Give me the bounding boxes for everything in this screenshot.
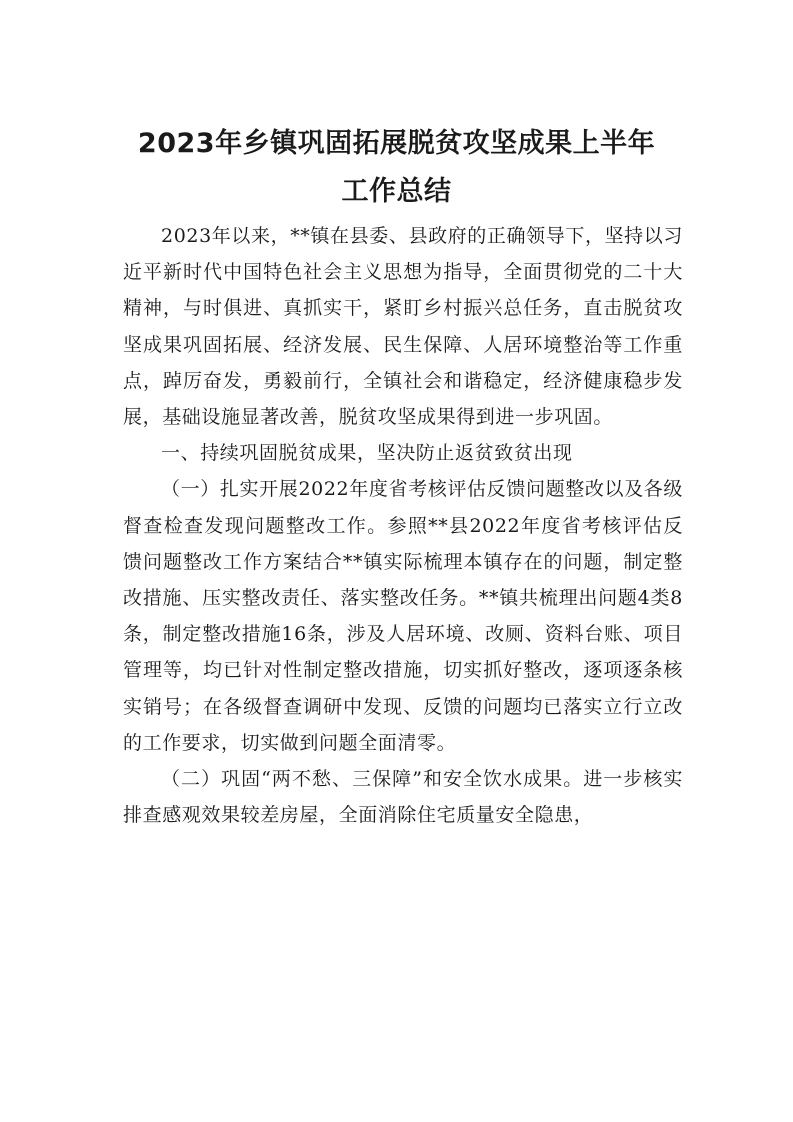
subsection-paragraph-2: （二）巩固“两不愁、三保障”和安全饮水成果。进一步核实排查感观效果较差房屋，全面消除住宅质量安全隐患， [123, 768, 683, 827]
subsection-paragraph-1: （一）扎实开展2022年度省考核评估反馈问题整改以及各级督查检查发现问题整改工作。参照**县2022年度省考核评估反馈问题整改工作方案结合**镇实际梳理本镇存在的问题，制定整改措施、压实整改责任、落实整改任务。**镇共梳理出问题4类8条，制定整改措施16条，涉及人居环境、改厕、资料台账、项目管理等，均已针对性制定整改措施，切实抓好整改，逐项逐条核实销号；在各级督查调研中发现、反馈的问题均已落实立行立改的工作要求，切实做到问题全面清零。 [123, 478, 683, 754]
document-body [123, 218, 683, 833]
document-title-line-1: 2023年乡镇巩固拓展脱贫攻坚成果上半年 [137, 128, 656, 159]
intro-paragraph: 2023年以来，**镇在县委、县政府的正确领导下，坚持以习近平新时代中国特色社会主义思想为指导，全面贯彻党的二十大精神，与时俱进、真抓实干，紧盯乡村振兴总任务，直击脱贫攻坚成果巩固拓展、经济发展、民生保障、人居环境整治等工作重点，踔厉奋发，勇毅前行，全镇社会和谐稳定，经济健康稳步发展，基础设施显著改善，脱贫攻坚成果得到进一步巩固。 [123, 225, 683, 429]
document-title-line-2: 工作总结 [341, 176, 452, 207]
section-heading-1: 一、持续巩固脱贫成果，坚决防止返贫致贫出现 [161, 442, 573, 465]
